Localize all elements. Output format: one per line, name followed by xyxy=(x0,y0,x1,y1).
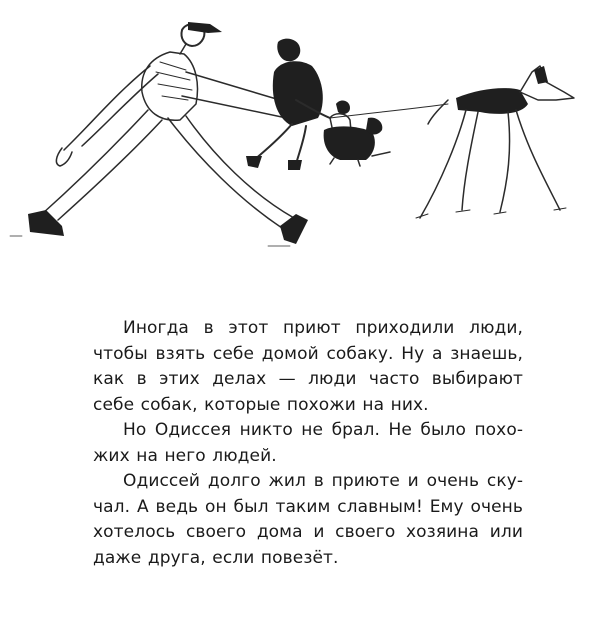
paragraph-1: Иногда в этот приют приходили люди, чтобы взять себе домой собаку. Ну а знаешь, как в этих делах — люди часто выбирают себе собак, которые похожи на них. xyxy=(93,318,523,415)
child-and-small-dog xyxy=(324,101,390,166)
ground-strokes xyxy=(10,236,290,246)
tall-man-figure xyxy=(28,22,308,244)
pencil-drawing xyxy=(0,0,608,270)
illustration-people-walking-dogs xyxy=(0,0,608,270)
story-text xyxy=(93,316,523,571)
paragraph-2: Но Одиссея никто не брал. Не было похожих на него людей. xyxy=(93,420,523,466)
paragraph-3: Одиссей долго жил в приюте и очень скучал. А ведь он был таким славным! Ему очень хотелось своего дома и своего хозяина или даже друга, если повезёт. xyxy=(93,471,523,568)
woman-figure xyxy=(246,39,330,170)
odysseus-dog-figure xyxy=(416,66,574,218)
